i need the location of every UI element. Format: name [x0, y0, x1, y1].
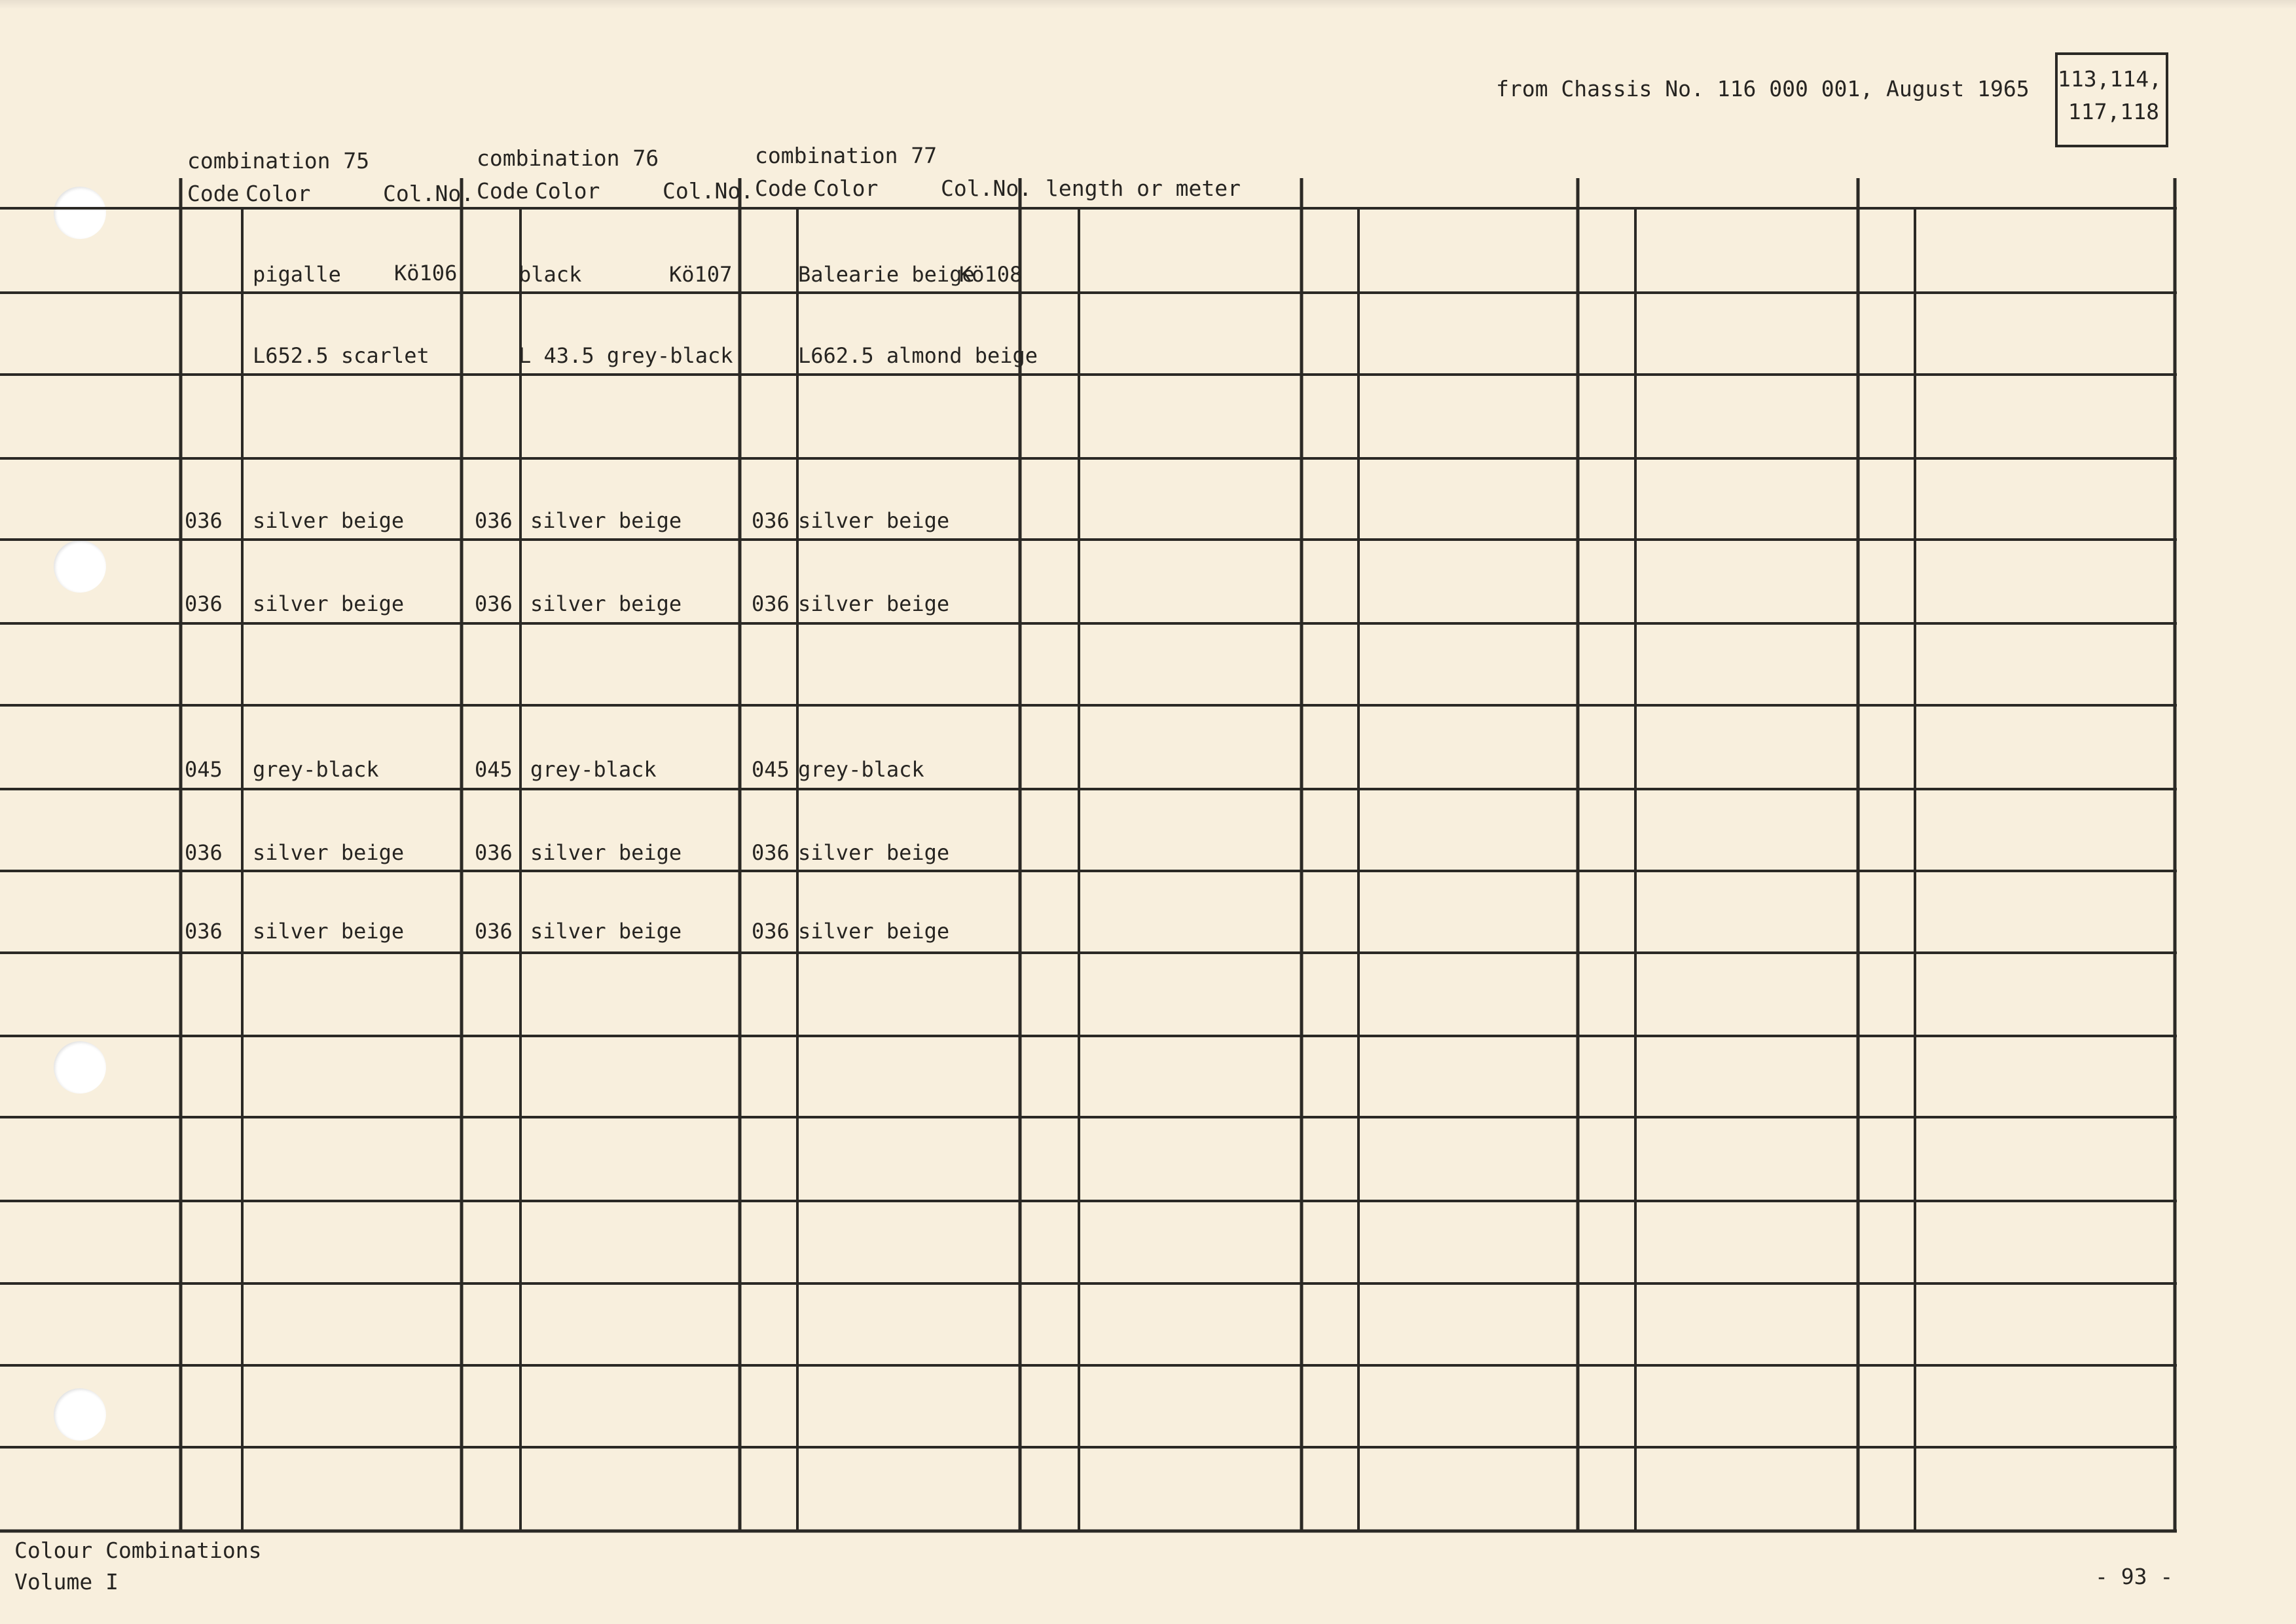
code-column-header: Code	[477, 178, 529, 204]
length-column-header: length or meter	[1046, 175, 1241, 201]
code-cell: 045	[475, 757, 513, 782]
code-cell: 036	[475, 591, 513, 616]
col-no-column-header: Col.No.	[383, 181, 475, 206]
footer-volume: Volume I	[14, 1569, 118, 1595]
color-cell: black	[519, 262, 582, 287]
code-column-header: Code	[187, 181, 240, 206]
color-cell: silver beige	[530, 508, 682, 533]
color-cell: Balearie beige	[798, 262, 975, 287]
color-cell: silver beige	[530, 591, 682, 616]
col-no-cell: Kö108	[959, 262, 1023, 287]
color-cell: grey-black	[530, 757, 657, 782]
model-reference-line: 113,114,	[2058, 66, 2162, 92]
combination-title: combination 75	[187, 148, 370, 174]
color-cell: silver beige	[530, 919, 682, 944]
col-no-cell: Kö107	[669, 262, 733, 287]
code-cell: 036	[185, 508, 223, 533]
color-cell: silver beige	[253, 919, 405, 944]
color-cell: silver beige	[798, 840, 950, 865]
model-reference-line: 117,118	[2068, 99, 2159, 124]
col-no-column-header: Col.No.	[941, 175, 1032, 201]
color-cell: L662.5 almond beige	[798, 343, 1038, 368]
footer-title: Colour Combinations	[14, 1538, 262, 1563]
color-cell: grey-black	[798, 757, 924, 782]
color-cell: silver beige	[798, 591, 950, 616]
code-cell: 036	[185, 591, 223, 616]
chassis-note: from Chassis No. 116 000 001, August 1965	[1496, 76, 2030, 101]
model-reference-box	[2055, 52, 2168, 147]
code-cell: 036	[475, 508, 513, 533]
code-cell: 036	[475, 919, 513, 944]
color-cell: grey-black	[253, 757, 379, 782]
color-column-header: Color	[535, 178, 600, 204]
color-cell: L 43.5 grey-black	[519, 343, 733, 368]
code-cell: 036	[752, 840, 790, 865]
color-cell: silver beige	[253, 591, 405, 616]
color-cell: silver beige	[253, 840, 405, 865]
col-no-cell: Kö106	[394, 261, 458, 286]
color-cell: silver beige	[530, 840, 682, 865]
page-number: - 93 -	[2095, 1564, 2174, 1589]
combination-title: combination 77	[755, 143, 938, 168]
code-column-header: Code	[755, 175, 807, 201]
code-cell: 036	[752, 919, 790, 944]
color-cell: L652.5 scarlet	[253, 343, 429, 368]
code-cell: 036	[185, 840, 223, 865]
code-cell: 045	[752, 757, 790, 782]
color-cell: pigalle	[253, 262, 341, 287]
color-column-header: Color	[246, 181, 311, 206]
code-cell: 045	[185, 757, 223, 782]
combination-title: combination 76	[477, 145, 659, 171]
color-column-header: Color	[813, 175, 879, 201]
color-cell: silver beige	[798, 508, 950, 533]
color-cell: silver beige	[253, 508, 405, 533]
code-cell: 036	[475, 840, 513, 865]
color-cell: silver beige	[798, 919, 950, 944]
code-cell: 036	[185, 919, 223, 944]
col-no-column-header: Col.No.	[663, 178, 754, 204]
code-cell: 036	[752, 508, 790, 533]
code-cell: 036	[752, 591, 790, 616]
